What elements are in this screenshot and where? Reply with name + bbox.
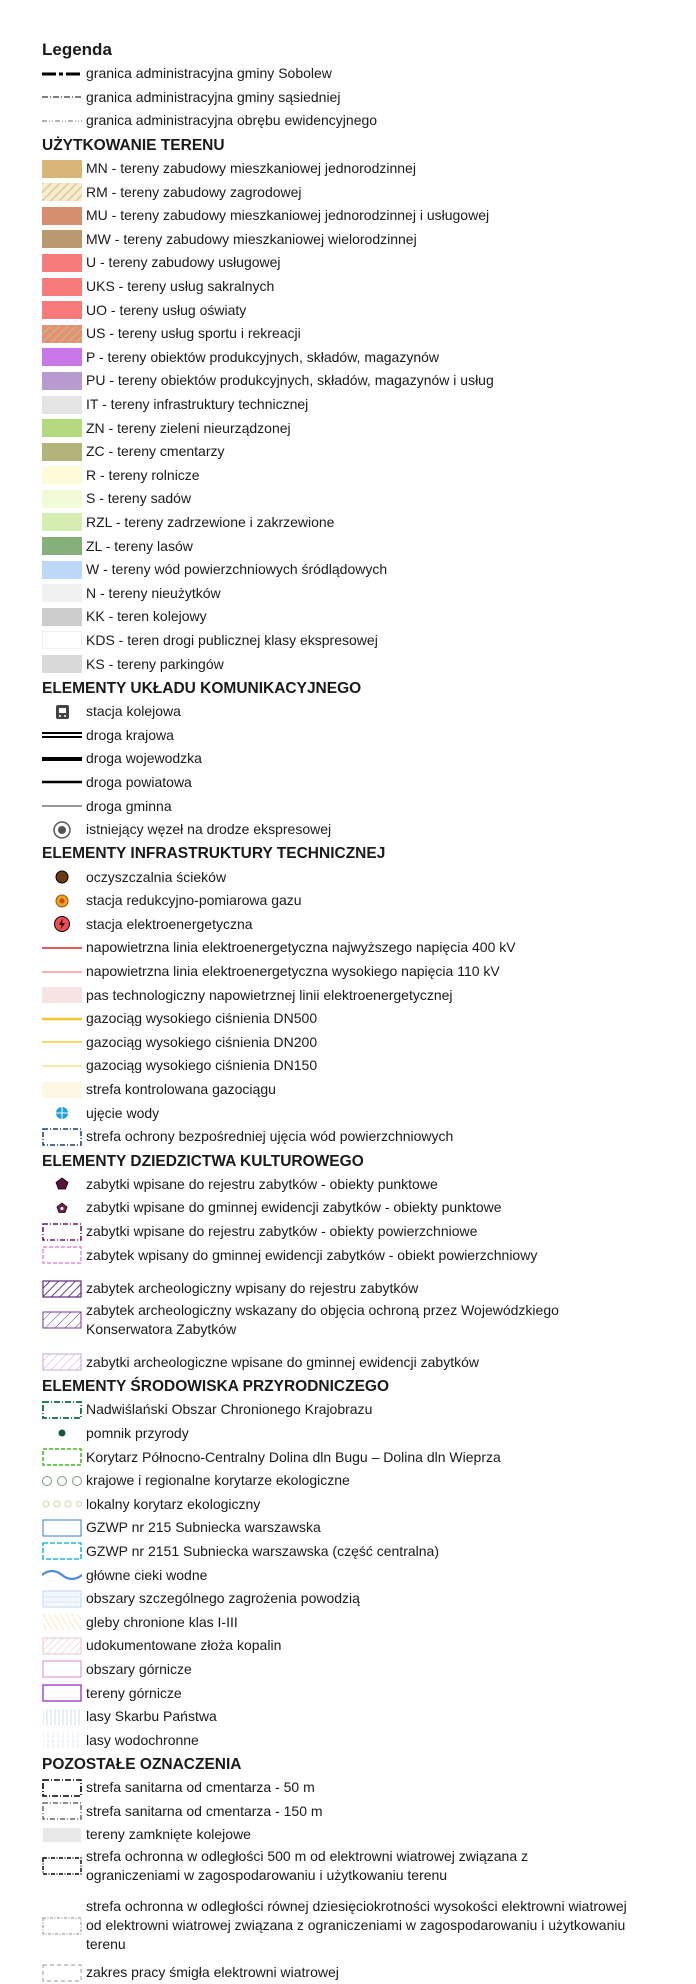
legend-item-state-forest: lasy Skarbu Państwa — [42, 1705, 682, 1729]
legend-item-land-use: ZC - tereny cmentarzy — [42, 440, 682, 464]
land-use-swatch-icon — [42, 537, 82, 555]
legend-item-voivodeship-road: droga wojewodzka — [42, 747, 682, 771]
monument-register-area-icon — [42, 1223, 82, 1241]
land-use-list — [42, 157, 682, 676]
legend-item-protected-soil: gleby chronione klas I-III — [42, 1610, 682, 1634]
legend-item-boundary-neighbour: granica administracyjna gminy sąsiedniej — [42, 86, 682, 110]
power-corridor-icon — [42, 986, 82, 1004]
legend-item-gas-zone: strefa kontrolowana gazociągu — [42, 1078, 682, 1102]
legend-item-land-use: ZL - tereny lasów — [42, 534, 682, 558]
legend-item-rotor-range: zakres pracy śmigła elektrowni wiatrowej — [42, 1961, 682, 1984]
mining-terrain-icon — [42, 1684, 82, 1702]
land-use-swatch-icon — [42, 230, 82, 248]
legend-item-land-use: KS - tereny parkingów — [42, 652, 682, 676]
legend-item-power-corridor: pas technologiczny napowietrznej linii elektroenergetycznej — [42, 983, 682, 1007]
legend-item-power-station: stacja elektroenergetyczna — [42, 913, 682, 937]
monument-register-point-icon — [42, 1175, 82, 1193]
land-use-swatch-icon — [42, 301, 82, 319]
legend-item-wind-zone-10h: strefa ochronna w odległości równej dziesięciokrotności wysokości elektrowni wiatrowej od elektrowni wiatrowej związana z ograniczeniami w zagospodarowaniu i użytkowaniu terenu — [42, 1897, 682, 1961]
state-forest-icon — [42, 1708, 82, 1726]
land-use-swatch-icon — [42, 183, 82, 201]
land-use-swatch-icon — [42, 584, 82, 602]
legend-item-land-use: RZL - tereny zadrzewione i zakrzewione — [42, 511, 682, 535]
legend-item-land-use: MW - tereny zabudowy mieszkaniowej wielorodzinnej — [42, 228, 682, 252]
land-use-swatch-icon — [42, 655, 82, 673]
wind-zone-500-icon — [42, 1857, 82, 1875]
gas-dn150-icon — [42, 1057, 82, 1075]
legend-item-land-use: IT - tereny infrastruktury technicznej — [42, 393, 682, 417]
legend-item-national-road: droga krajowa — [42, 723, 682, 747]
legend-item-land-use: PU - tereny obiektów produkcyjnych, składów, magazynów i usług — [42, 369, 682, 393]
land-use-swatch-icon — [42, 561, 82, 579]
legend-item-sewage-plant: oczyszczalnia ścieków — [42, 865, 682, 889]
land-use-swatch-icon — [42, 466, 82, 484]
legend-item-line-400kv: napowietrzna linia elektroenergetyczna najwyższego napięcia 400 kV — [42, 936, 682, 960]
section-environment: ELEMENTY ŚRODOWISKA PRZYRODNICZEGO — [42, 1378, 390, 1396]
legend-item-monument-register-area: zabytki wpisane do rejestru zabytków - obiekty powierzchniowe — [42, 1220, 682, 1244]
voivodeship-road-icon — [42, 750, 82, 768]
legend-item-closed-railway-area: tereny zamknięte kolejowe — [42, 1823, 682, 1847]
water-protection-zone-icon — [42, 1128, 82, 1146]
archaeo-municipal-icon — [42, 1353, 82, 1371]
gas-zone-icon — [42, 1081, 82, 1099]
legend-item-land-use: U - tereny zabudowy usługowej — [42, 251, 682, 275]
municipal-road-icon — [42, 797, 82, 815]
legend-item-wind-zone-500: strefa ochronna w odległości 500 m od elektrowni wiatrowej związana z ograniczeniami w zagospodarowaniu i użytkowaniu terenu — [42, 1847, 682, 1887]
mineral-deposit-icon — [42, 1637, 82, 1655]
legend-item-land-use: US - tereny usług sportu i rekreacji — [42, 322, 682, 346]
legend-item-land-use: KDS - teren drogi publicznej klasy ekspresowej — [42, 629, 682, 653]
legend-item-archaeo-register: zabytek archeologiczny wpisany do rejestru zabytków — [42, 1277, 682, 1301]
protected-soil-icon — [42, 1613, 82, 1631]
archaeo-register-icon — [42, 1280, 82, 1298]
section-heritage: ELEMENTY DZIEDZICTWA KULTUROWEGO — [42, 1152, 364, 1170]
legend-item-mining-terrain: tereny górnicze — [42, 1681, 682, 1705]
legend-item-boundary-precinct: granica administracyjna obrębu ewidencyjnego — [42, 109, 682, 133]
legend-item-water-protective-forest: lasy wodochronne — [42, 1728, 682, 1752]
wind-zone-10h-icon — [42, 1917, 82, 1935]
section-infrastructure: ELEMENTY INFRASTRUKTURY TECHNICZNEJ — [42, 845, 386, 863]
legend-item-land-use: RM - tereny zabudowy zagrodowej — [42, 180, 682, 204]
land-use-swatch-icon — [42, 207, 82, 225]
land-use-swatch-icon — [42, 513, 82, 531]
monument-municipal-area-icon — [42, 1246, 82, 1264]
map-legend — [42, 38, 682, 1984]
legend-item-gas-dn200: gazociąg wysokiego ciśnienia DN200 — [42, 1031, 682, 1055]
local-corridor-icon — [42, 1495, 82, 1513]
cemetery-zone-150-icon — [42, 1802, 82, 1820]
national-road-icon — [42, 726, 82, 744]
legend-item-land-use: P - tereny obiektów produkcyjnych, składów, magazynów — [42, 346, 682, 370]
rotor-range-icon — [42, 1964, 82, 1982]
legend-item-train-station: stacja kolejowa — [42, 700, 682, 724]
legend-item-local-corridor: lokalny korytarz ekologiczny — [42, 1492, 682, 1516]
land-use-swatch-icon — [42, 443, 82, 461]
legend-item-land-use: N - tereny nieużytków — [42, 581, 682, 605]
legend-item-gzwp-2151: GZWP nr 2151 Subniecka warszawska (część centralna) — [42, 1540, 682, 1564]
gas-station-icon — [42, 892, 82, 910]
legend-item-archaeo-municipal: zabytki archeologiczne wpisane do gminnej ewidencji zabytków — [42, 1351, 682, 1375]
legend-item-county-road: droga powiatowa — [42, 771, 682, 795]
legend-item-municipal-road: droga gminna — [42, 794, 682, 818]
legend-item-landscape-area: Nadwiślański Obszar Chronionego Krajobrazu — [42, 1398, 682, 1422]
legend-item-gas-station: stacja redukcyjno-pomiarowa gazu — [42, 889, 682, 913]
legend-item-land-use: ZN - tereny zieleni nieurządzonej — [42, 416, 682, 440]
monument-municipal-point-icon — [42, 1199, 82, 1217]
legend-item-water-protection-zone: strefa ochrony bezpośredniej ujęcia wód powierzchniowych — [42, 1125, 682, 1149]
county-road-icon — [42, 773, 82, 791]
land-use-swatch-icon — [42, 254, 82, 272]
cemetery-zone-50-icon — [42, 1779, 82, 1797]
gas-dn200-icon — [42, 1033, 82, 1051]
landscape-area-icon — [42, 1401, 82, 1419]
legend-item-mineral-deposit: udokumentowane złoża kopalin — [42, 1634, 682, 1658]
gzwp-2151-icon — [42, 1542, 82, 1560]
flood-risk-icon — [42, 1590, 82, 1608]
legend-item-land-use: R - tereny rolnicze — [42, 464, 682, 488]
line-110kv-icon — [42, 963, 82, 981]
section-other: POZOSTAŁE OZNACZENIA — [42, 1756, 242, 1773]
legend-item-land-use: MN - tereny zabudowy mieszkaniowej jednorodzinnej — [42, 157, 682, 181]
sewage-plant-icon — [42, 868, 82, 886]
gas-dn500-icon — [42, 1010, 82, 1028]
section-land-use: UŻYTKOWANIE TERENU — [42, 136, 225, 154]
legend-item-mining-area: obszary górnicze — [42, 1658, 682, 1682]
land-use-swatch-icon — [42, 160, 82, 178]
legend-item-gas-dn150: gazociąg wysokiego ciśnienia DN150 — [42, 1054, 682, 1078]
boundary-thin-dashdot-icon — [42, 112, 82, 130]
legend-item-regional-corridor: krajowe i regionalne korytarze ekologiczne — [42, 1469, 682, 1493]
archaeo-proposed-icon — [42, 1311, 82, 1329]
mining-area-icon — [42, 1660, 82, 1678]
legend-item-gas-dn500: gazociąg wysokiego ciśnienia DN500 — [42, 1007, 682, 1031]
land-use-swatch-icon — [42, 372, 82, 390]
water-intake-icon — [42, 1104, 82, 1122]
legend-item-land-use: MU - tereny zabudowy mieszkaniowej jednorodzinnej i usługowej — [42, 204, 682, 228]
legend-item-cemetery-zone-150: strefa sanitarna od cmentarza - 150 m — [42, 1800, 682, 1824]
legend-item-land-use: W - tereny wód powierzchniowych śródlądowych — [42, 558, 682, 582]
water-protective-forest-icon — [42, 1731, 82, 1749]
boundary-thick-dash-icon — [42, 65, 82, 83]
land-use-swatch-icon — [42, 278, 82, 296]
legend-item-watercourse: główne cieki wodne — [42, 1563, 682, 1587]
legend-item-land-use: UKS - tereny usług sakralnych — [42, 275, 682, 299]
legend-item-flood-risk: obszary szczególnego zagrożenia powodzią — [42, 1587, 682, 1611]
line-400kv-icon — [42, 939, 82, 957]
closed-railway-area-icon — [42, 1826, 82, 1844]
gzwp-215-icon — [42, 1519, 82, 1537]
legend-item-natural-monument: pomnik przyrody — [42, 1422, 682, 1446]
legend-item-archaeo-proposed: zabytek archeologiczny wskazany do objęcia ochroną przez Wojewódzkiego Konserwatora Zabytków — [42, 1301, 682, 1341]
train-station-icon — [42, 703, 82, 721]
legend-item-corridor-north-central: Korytarz Północno-Centralny Dolina dln Bugu – Dolina dln Wieprza — [42, 1445, 682, 1469]
regional-corridor-icon — [42, 1472, 82, 1490]
legend-item-cemetery-zone-50: strefa sanitarna od cmentarza - 50 m — [42, 1776, 682, 1800]
land-use-swatch-icon — [42, 631, 82, 649]
land-use-swatch-icon — [42, 419, 82, 437]
legend-item-boundary-sobolew: granica administracyjna gminy Sobolew — [42, 62, 682, 86]
natural-monument-icon — [42, 1424, 82, 1442]
land-use-swatch-icon — [42, 490, 82, 508]
expressway-junction-icon — [42, 821, 82, 839]
power-station-icon — [42, 915, 82, 933]
legend-item-monument-municipal-point: zabytki wpisane do gminnej ewidencji zabytków - obiekty punktowe — [42, 1196, 682, 1220]
land-use-swatch-icon — [42, 348, 82, 366]
legend-item-line-110kv: napowietrzna linia elektroenergetyczna wysokiego napięcia 110 kV — [42, 960, 682, 984]
watercourse-icon — [42, 1566, 82, 1584]
legend-item-monument-municipal-area: zabytek wpisany do gminnej ewidencji zabytków - obiekt powierzchniowy — [42, 1243, 682, 1267]
legend-item-land-use: S - tereny sadów — [42, 487, 682, 511]
boundary-dashdot-icon — [42, 88, 82, 106]
legend-title: Legenda — [42, 40, 112, 59]
legend-item-water-intake: ujęcie wody — [42, 1101, 682, 1125]
corridor-north-central-icon — [42, 1448, 82, 1466]
legend-item-land-use: UO - tereny usług oświaty — [42, 298, 682, 322]
land-use-swatch-icon — [42, 396, 82, 414]
legend-item-expressway-junction: istniejący węzeł na drodze ekspresowej — [42, 818, 682, 842]
land-use-swatch-icon — [42, 325, 82, 343]
legend-item-monument-register-point: zabytki wpisane do rejestru zabytków - obiekty punktowe — [42, 1173, 682, 1197]
legend-item-gzwp-215: GZWP nr 215 Subniecka warszawska — [42, 1516, 682, 1540]
land-use-swatch-icon — [42, 608, 82, 626]
legend-item-land-use: KK - teren kolejowy — [42, 605, 682, 629]
section-transport: ELEMENTY UKŁADU KOMUNIKACYJNEGO — [42, 679, 362, 697]
